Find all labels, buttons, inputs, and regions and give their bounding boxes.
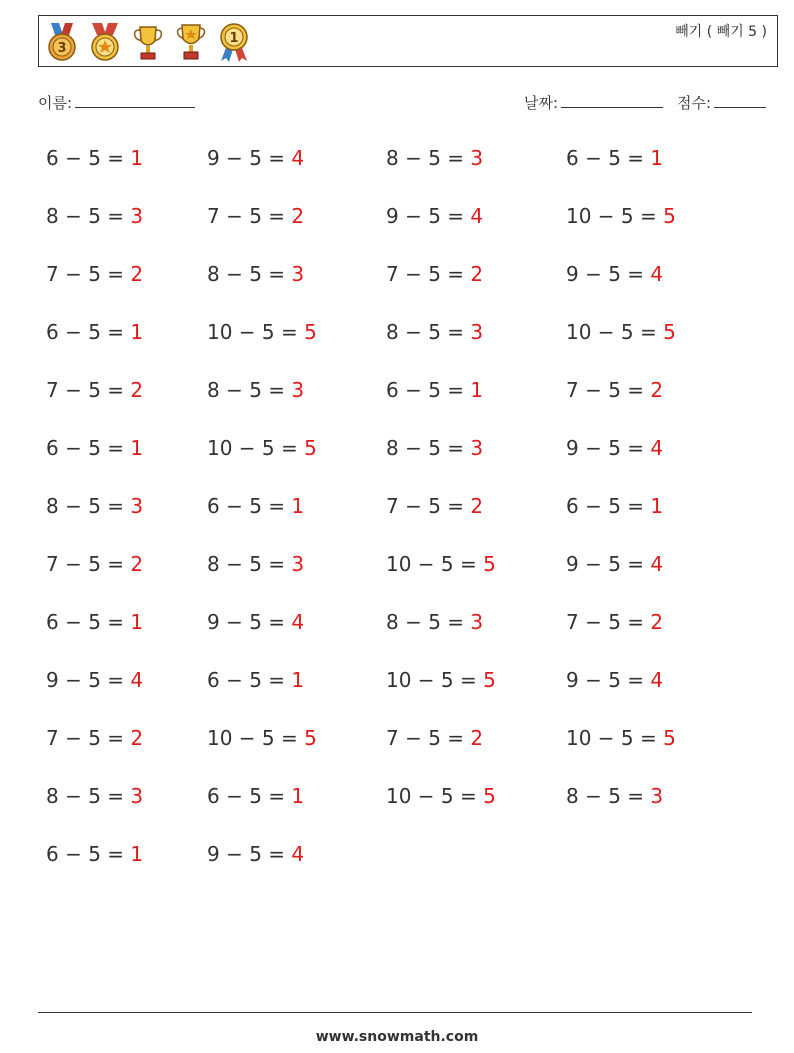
problem-answer: 5 [304,436,317,460]
svg-text:3: 3 [57,41,67,56]
problem-item [46,378,143,402]
problem-item [207,436,317,460]
problem-answer: 4 [291,610,305,634]
problem-question: 10 − 5 = [386,552,477,576]
problem-item [207,378,304,402]
problem-answer: 5 [663,726,676,750]
problem-item [566,610,663,634]
problem-item [386,320,483,344]
problem-answer: 4 [650,552,664,576]
date-label: 날짜: [524,94,559,112]
trophy-star-icon [174,21,208,63]
problem-item [386,726,483,750]
problem-item [386,378,483,402]
problem-question: 6 − 5 = [46,146,125,170]
problem-item [46,784,143,808]
problem-item [566,320,676,344]
problem-question: 6 − 5 = [386,378,465,402]
problem-answer: 3 [130,204,144,228]
problem-answer: 1 [650,494,664,518]
problem-item [207,320,317,344]
problem-item [566,726,676,750]
problem-question: 10 − 5 = [566,726,657,750]
problem-item [566,784,663,808]
medal-star-icon [88,21,122,63]
problem-answer: 2 [130,378,144,402]
problem-question: 8 − 5 = [207,262,286,286]
svg-text:1: 1 [229,31,239,46]
problem-answer: 3 [130,494,144,518]
problem-item [207,668,304,692]
footer-url: www.snowmath.com [315,1029,479,1045]
problem-item [46,204,143,228]
problem-question: 9 − 5 = [207,146,286,170]
problem-question: 7 − 5 = [46,552,125,576]
score-field [677,92,766,113]
problem-question: 8 − 5 = [207,552,286,576]
problem-answer: 2 [291,204,305,228]
problem-answer: 3 [291,378,305,402]
problem-answer: 4 [650,436,664,460]
date-blank[interactable] [561,93,663,108]
problem-item [386,436,483,460]
problem-item [566,262,663,286]
problem-question: 7 − 5 = [386,494,465,518]
problem-item [386,262,483,286]
problem-question: 8 − 5 = [386,610,465,634]
problem-question: 6 − 5 = [566,494,645,518]
problem-question: 9 − 5 = [207,610,286,634]
problem-answer: 3 [470,146,484,170]
problem-answer: 1 [130,610,144,634]
problem-question: 8 − 5 = [207,378,286,402]
problem-answer: 3 [470,610,484,634]
problem-answer: 5 [304,320,317,344]
problem-item [386,552,496,576]
problem-question: 7 − 5 = [46,726,125,750]
problem-question: 8 − 5 = [46,494,125,518]
problem-question: 6 − 5 = [566,146,645,170]
problem-answer: 3 [130,784,144,808]
problem-question: 9 − 5 = [566,436,645,460]
problem-item [566,146,663,170]
problem-answer: 4 [650,668,664,692]
problem-item [46,436,143,460]
problem-question: 6 − 5 = [46,610,125,634]
problem-item [386,494,483,518]
medal-first-ribbon-icon [217,21,251,63]
problem-item [566,204,676,228]
problem-question: 10 − 5 = [207,726,298,750]
problem-answer: 2 [470,494,484,518]
name-blank[interactable] [75,93,195,108]
footer-divider [38,1012,752,1013]
problem-item [46,262,143,286]
medal-bronze-icon [45,21,79,63]
problem-answer: 5 [663,320,676,344]
problem-item [46,552,143,576]
problem-question: 7 − 5 = [566,610,645,634]
problem-question: 10 − 5 = [207,320,298,344]
problem-answer: 1 [130,842,144,866]
problem-item [566,378,663,402]
problem-item [566,436,663,460]
problem-answer: 5 [663,204,676,228]
problem-question: 7 − 5 = [46,378,125,402]
header-box [38,15,778,67]
problem-question: 6 − 5 = [46,436,125,460]
score-label: 점수: [677,94,712,112]
problem-question: 7 − 5 = [386,262,465,286]
problem-answer: 1 [291,784,305,808]
problem-item [207,784,304,808]
problem-question: 8 − 5 = [46,784,125,808]
problem-item [207,842,304,866]
problem-answer: 3 [650,784,664,808]
problem-answer: 5 [483,784,496,808]
problem-item [207,262,304,286]
problem-answer: 5 [304,726,317,750]
problem-question: 7 − 5 = [386,726,465,750]
problem-question: 8 − 5 = [386,146,465,170]
problem-item [46,726,143,750]
problem-question: 10 − 5 = [566,320,657,344]
problem-answer: 4 [130,668,144,692]
problem-question: 7 − 5 = [566,378,645,402]
problem-item [46,146,143,170]
problem-answer: 5 [483,552,496,576]
problem-question: 8 − 5 = [566,784,645,808]
problem-question: 8 − 5 = [46,204,125,228]
problem-answer: 5 [483,668,496,692]
problem-answer: 1 [130,436,144,460]
problem-item [207,494,304,518]
score-blank[interactable] [714,93,766,108]
problem-item [46,610,143,634]
problem-answer: 3 [470,436,484,460]
problem-question: 8 − 5 = [386,436,465,460]
problem-item [386,668,496,692]
problem-question: 9 − 5 = [207,842,286,866]
problem-answer: 2 [130,262,144,286]
problem-question: 9 − 5 = [386,204,465,228]
problem-item [207,610,304,634]
problem-answer: 4 [291,146,305,170]
problem-answer: 1 [291,494,305,518]
problem-question: 6 − 5 = [207,784,286,808]
problem-answer: 4 [650,262,664,286]
problem-item [386,784,496,808]
problem-item [46,668,143,692]
problem-question: 9 − 5 = [566,262,645,286]
problem-item [46,320,143,344]
problem-item [386,146,483,170]
problem-answer: 2 [130,726,144,750]
problem-answer: 3 [291,262,305,286]
problem-answer: 2 [130,552,144,576]
problem-question: 10 − 5 = [566,204,657,228]
problem-item [566,552,663,576]
problem-question: 7 − 5 = [207,204,286,228]
icon-row [45,21,251,63]
name-field [38,92,195,113]
problem-question: 6 − 5 = [207,494,286,518]
problem-question: 9 − 5 = [566,552,645,576]
problem-item [566,668,663,692]
problem-answer: 2 [470,726,484,750]
problem-answer: 4 [470,204,484,228]
problem-question: 10 − 5 = [386,784,477,808]
problem-answer: 1 [470,378,484,402]
worksheet-title: 빼기 ( 빼기 5 ) [675,24,767,40]
problem-item [207,726,317,750]
problem-answer: 3 [470,320,484,344]
problem-question: 8 − 5 = [386,320,465,344]
problem-item [386,610,483,634]
problem-answer: 4 [291,842,305,866]
name-label: 이름: [38,94,73,112]
problem-answer: 1 [291,668,305,692]
date-field [524,92,663,113]
problem-question: 6 − 5 = [207,668,286,692]
problem-item [566,494,663,518]
problem-answer: 1 [650,146,664,170]
problem-item [207,552,304,576]
problem-item [207,204,304,228]
problem-answer: 2 [650,378,664,402]
problem-item [207,146,304,170]
problem-question: 10 − 5 = [207,436,298,460]
problem-answer: 3 [291,552,305,576]
problem-question: 10 − 5 = [386,668,477,692]
problem-item [46,494,143,518]
problem-question: 9 − 5 = [46,668,125,692]
problem-answer: 2 [650,610,664,634]
problem-question: 6 − 5 = [46,842,125,866]
trophy-cup-icon [131,21,165,63]
problem-answer: 1 [130,146,144,170]
problem-question: 6 − 5 = [46,320,125,344]
problem-question: 9 − 5 = [566,668,645,692]
problem-item [46,842,143,866]
problem-item [386,204,483,228]
problem-question: 7 − 5 = [46,262,125,286]
problem-answer: 2 [470,262,484,286]
problem-answer: 1 [130,320,144,344]
